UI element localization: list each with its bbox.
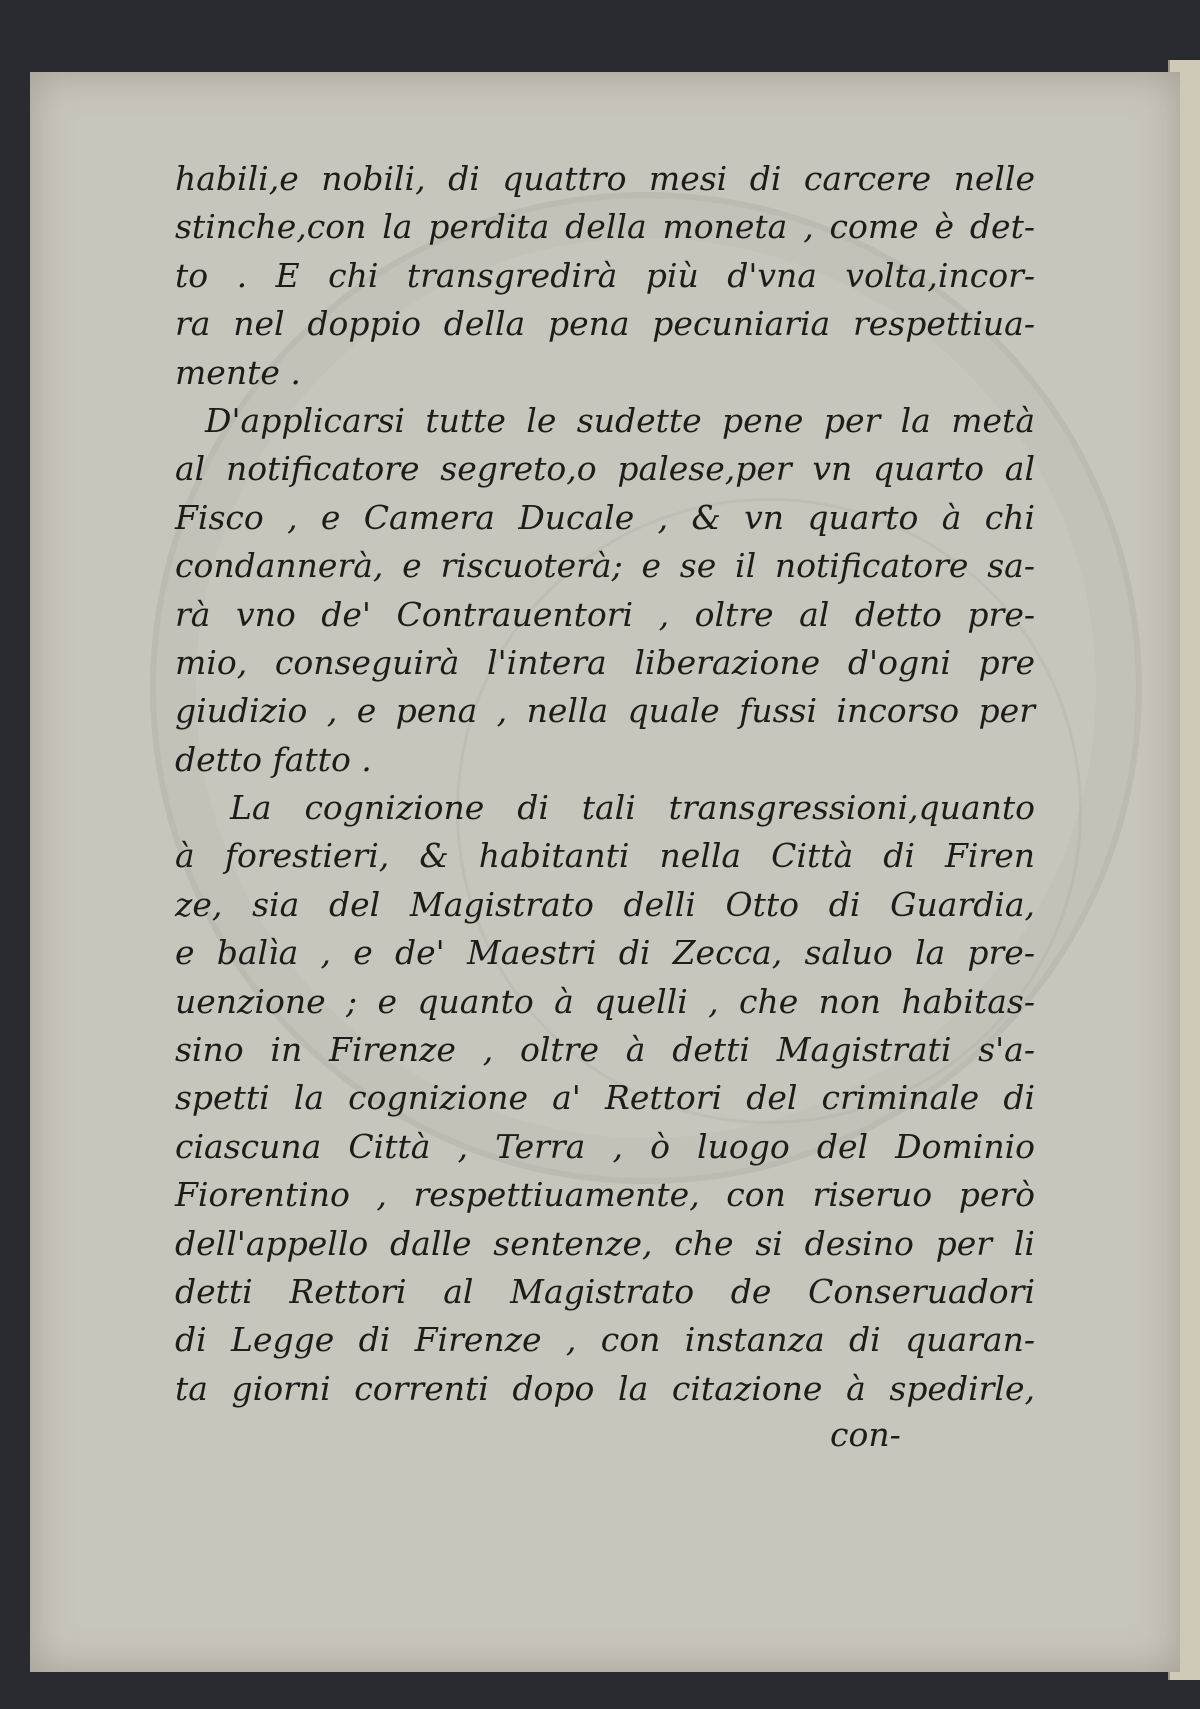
text-line: La cognizione di tali transgressioni,quanto	[230, 788, 1035, 828]
text-line: al notificatore segreto,o palese,per vn quarto al	[175, 449, 1035, 489]
text-line: rà vno de' Contrauentori , oltre al detto pre-	[175, 594, 1035, 634]
text-line: habili,e nobili, di quattro mesi di carcere nelle	[175, 159, 1035, 198]
text-line: mio, conseguirà l'intera liberazione d'ogni pre	[175, 642, 1035, 682]
text-line: ra nel doppio della pena pecuniaria respettiua-	[175, 304, 1035, 344]
text-line: mente .	[175, 352, 301, 392]
text-line: di Legge di Firenze , con instanza di quaran-	[175, 1320, 1035, 1360]
text-line: condannerà, e riscuoterà; e se il notificatore sa-	[175, 546, 1035, 586]
text-line: uenzione ; e quanto à quelli , che non habitas-	[175, 981, 1035, 1021]
text-line: D'applicarsi tutte le sudette pene per la metà	[205, 400, 1035, 440]
text-line: e balìa , e de' Maestri di Zecca, saluo la pre-	[175, 933, 1035, 973]
catchword: con-	[830, 1415, 901, 1454]
text-line: ta giorni correnti dopo la citazione à spedirle,	[175, 1368, 1035, 1408]
text-line: detti Rettori al Magistrato de Conseruadori	[175, 1271, 1035, 1311]
text-line: sino in Firenze , oltre à detti Magistrati s'a-	[175, 1030, 1035, 1070]
text-line: Fiorentino , respettiuamente, con riseruo però	[175, 1175, 1035, 1215]
text-line: stinche,con la perdita della moneta , come è det-	[175, 207, 1035, 247]
text-line: ze, sia del Magistrato delli Otto di Guardia,	[175, 884, 1035, 924]
text-line: Fisco , e Camera Ducale , & vn quarto à chi	[175, 497, 1035, 537]
text-line: detto fatto .	[175, 739, 372, 779]
page-body-text	[175, 155, 1035, 1413]
text-line: giudizio , e pena , nella quale fussi incorso per	[175, 691, 1035, 731]
text-line: à forestieri, & habitanti nella Città di Firen	[175, 836, 1035, 876]
text-line: to . E chi transgredirà più d'vna volta,incor-	[175, 255, 1035, 295]
text-line: dell'appello dalle sentenze, che si desino per li	[175, 1223, 1035, 1263]
text-line: spetti la cognizione a' Rettori del criminale di	[175, 1078, 1035, 1118]
text-line: ciascuna Città , Terra , ò luogo del Dominio	[175, 1126, 1035, 1166]
